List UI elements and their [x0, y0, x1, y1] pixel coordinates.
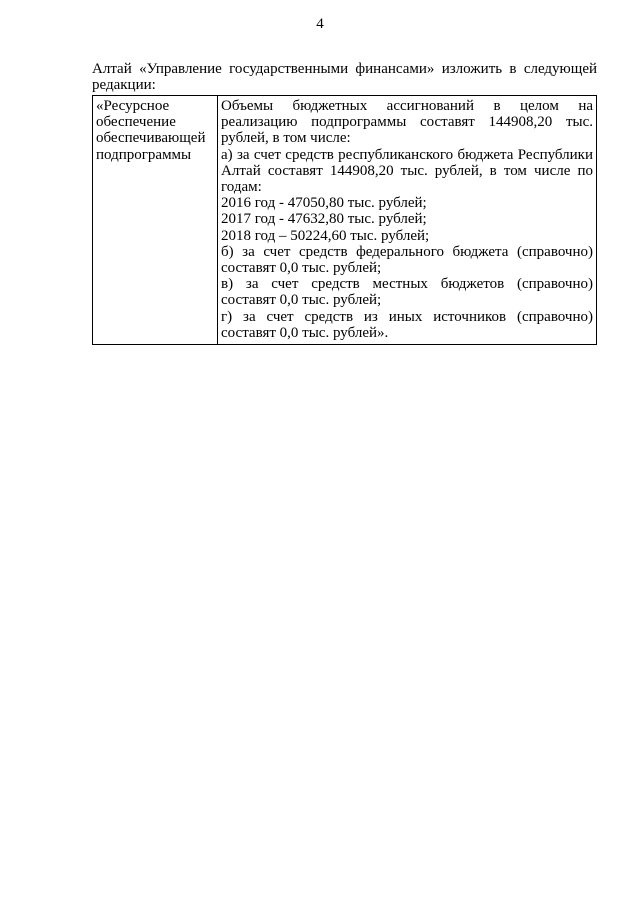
republic-budget-text: а) за счет средств республиканского бюджета Республики Алтай составят 144908,20 тыс. рублей, в том числе по годам: [221, 146, 593, 196]
resource-label-line: «Ресурсное [96, 98, 170, 114]
resource-label-line: обеспечивающей [96, 130, 206, 147]
resource-label-line: обеспечение [96, 114, 176, 131]
table-row [93, 96, 597, 345]
other-sources-text: г) за счет средств из иных источников (справочно) составят 0,0 тыс. рублей». [221, 308, 593, 341]
year-2018-text: 2018 год – 50224,60 тыс. рублей; [221, 227, 430, 244]
year-2017-text: 2017 год - 47632,80 тыс. рублей; [221, 211, 427, 228]
resource-description-cell [218, 96, 597, 345]
resource-label-line: подпрограммы [96, 146, 192, 163]
total-volume-text: Объемы бюджетных ассигнований в целом на реализацию подпрограммы составят 144908,20 тыс. рублей, в том числе: [221, 98, 593, 147]
resource-table [92, 95, 597, 345]
page-number: 4 [316, 16, 324, 32]
intro-paragraph: Алтай «Управление государственными финансами» изложить в следующей редакции: [92, 61, 597, 93]
year-2016-text: 2016 год - 47050,80 тыс. рублей; [221, 195, 427, 212]
local-budget-text: в) за счет средств местных бюджетов (справочно) составят 0,0 тыс. рублей; [221, 276, 593, 309]
federal-budget-text: б) за счет средств федерального бюджета (справочно) составят 0,0 тыс. рублей; [221, 243, 593, 277]
resource-label-cell [93, 96, 218, 345]
